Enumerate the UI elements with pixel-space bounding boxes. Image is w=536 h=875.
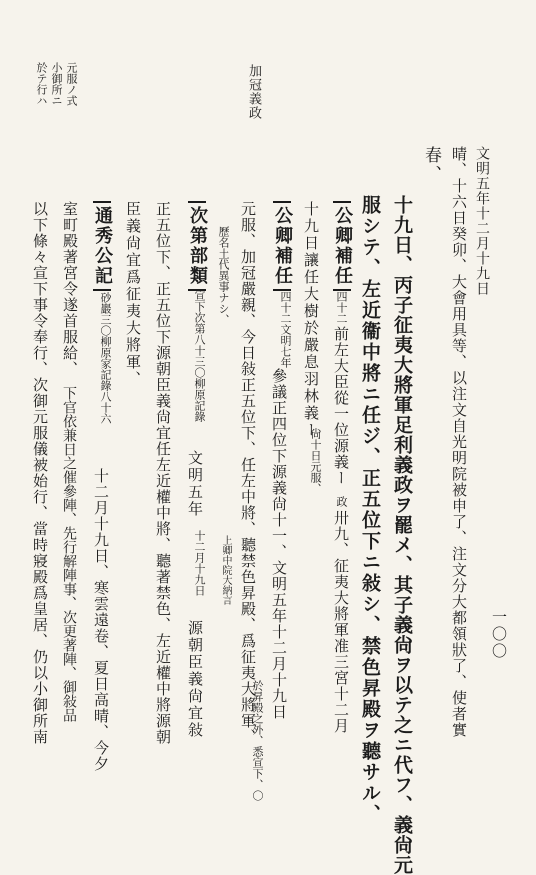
column-text: 文明五年 — [186, 450, 204, 518]
margin-note-line-3: 於テ行ハ — [35, 62, 48, 106]
column-text: 十二月十九日、寒雲遠卷、夏日高晴、今夕 — [92, 468, 110, 772]
column-text: 臣義尙宜爲征夷大將軍、 — [124, 201, 142, 388]
source-heading: 次第部類 — [188, 201, 206, 291]
page-number: 一〇〇 — [490, 609, 508, 660]
column-text: 下官依兼日之催參陣、先行解陣事、次更著陣、御敍品 — [61, 386, 77, 722]
source-subnote: 四十二 — [335, 291, 348, 324]
column-text: 卅九、征夷大將軍准三宮十二月 — [332, 510, 350, 734]
source-subnote: 宣下次第八十三〇柳原記錄 — [193, 290, 206, 422]
inline-note: 於昇殿之外、悉宣下、〇 — [251, 680, 264, 801]
column-text: 源朝臣義尙宜敍 — [186, 620, 204, 739]
column-text: 參議正四位下源義尙十一、文明五年十二月十九日 — [270, 368, 288, 720]
column-text: 前左大臣從一位源義ー — [332, 326, 350, 486]
column-text: 春、 — [421, 146, 441, 184]
column-text: 元服、加冠嚴親、今日敍正五位下、任左中將、聽禁色昇殿、爲征夷大將軍、 — [239, 201, 257, 745]
margin-note-line-1: 元服ノ式 — [65, 62, 78, 106]
column-text: 以下條々宣下事令奉行、次御元服儀被始行、當時寢殿爲皇居、仍以小御所南 — [31, 201, 49, 745]
inline-note: 尙十日元服、 — [309, 428, 322, 494]
source-heading: 公卿補任 — [333, 201, 351, 291]
inline-note: 上卿中院大納言 — [220, 535, 231, 605]
column-text: 室町殿著宮令遂首服給、 — [61, 201, 79, 377]
source-subnote: 砂巖三〇柳原家記錄八十六 — [99, 292, 112, 424]
source-subnote: 四十二文明七年 — [279, 291, 292, 368]
inline-note: 十二月十九日 — [193, 530, 206, 596]
running-head: 加冠義政 — [246, 64, 261, 120]
column-headline: 服シテ、左近衞中將ニ任ジ、正五位下ニ敍シ、禁色昇殿ヲ聽サル、 — [359, 195, 381, 825]
column-text: 十九日讓任大樹於嚴息羽林義ー — [302, 201, 320, 439]
column-date-heading: 文明五年十二月十九日 — [474, 146, 490, 296]
inline-note: 歷名土代異事ナシ、 — [217, 226, 230, 325]
column-text: 晴、十六日癸卯、大會用具等、以注文自光明院被申了、注文分大都領狀了、使者實 — [450, 146, 468, 738]
column-text: 正五位下、正五位下源朝臣義尙宜任左近權中將、聽著禁色、左近權中將源朝 — [154, 201, 172, 745]
source-heading: 公卿補任 — [273, 201, 291, 291]
inline-note: 政 — [335, 496, 348, 507]
source-heading: 通秀公記 — [93, 201, 111, 291]
margin-note-line-2: 小御所ニ — [50, 62, 63, 106]
column-headline: 十九日、丙子征夷大將軍足利義政ヲ罷メ、其子義尙ヲ以テ之ニ代フ、義尙元 — [391, 195, 413, 875]
